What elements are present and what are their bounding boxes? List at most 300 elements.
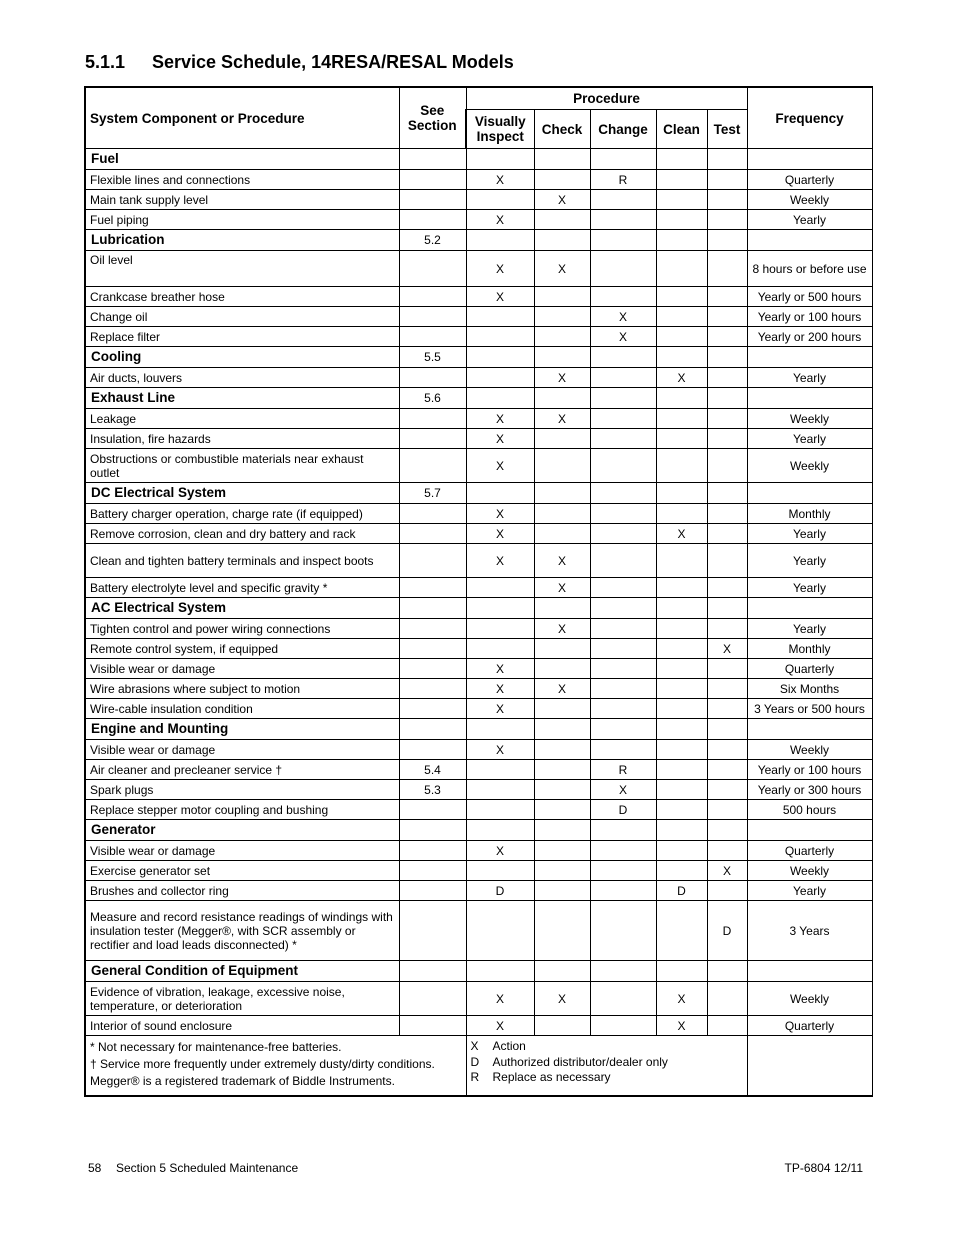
test-cell — [707, 307, 747, 327]
section-ref — [399, 679, 466, 699]
footnote-3: Megger® is a registered trademark of Biddle Instruments. — [90, 1074, 395, 1088]
item-label: Visible wear or damage — [85, 841, 399, 861]
notes-row — [85, 1036, 872, 1097]
change-cell — [590, 210, 656, 230]
section-ref — [399, 578, 466, 598]
inspect-cell — [466, 800, 534, 820]
frequency-cell: Weekly — [747, 740, 872, 760]
category-row — [85, 961, 872, 982]
check-cell — [534, 449, 590, 483]
inspect-cell: X — [466, 409, 534, 429]
item-label: Oil level — [85, 251, 399, 287]
category-name: DC Electrical System — [85, 483, 399, 504]
header-see-section: See Section — [399, 87, 466, 149]
frequency-cell: Monthly — [747, 639, 872, 659]
inspect-cell — [466, 578, 534, 598]
check-cell — [534, 800, 590, 820]
change-cell — [590, 861, 656, 881]
item-label: Visible wear or damage — [85, 740, 399, 760]
category-row — [85, 149, 872, 170]
item-label: Insulation, fire hazards — [85, 429, 399, 449]
schedule-body — [85, 149, 872, 1036]
change-cell — [590, 524, 656, 544]
table-row — [85, 982, 872, 1016]
empty-cell — [747, 483, 872, 504]
test-cell — [707, 429, 747, 449]
item-label: Replace stepper motor coupling and bushing — [85, 800, 399, 820]
clean-cell — [656, 841, 707, 861]
frequency-cell: 3 Years or 500 hours — [747, 699, 872, 719]
inspect-cell — [466, 901, 534, 961]
clean-cell — [656, 740, 707, 760]
category-row — [85, 230, 872, 251]
test-cell — [707, 760, 747, 780]
category-name: Fuel — [85, 149, 399, 170]
frequency-cell: Quarterly — [747, 1016, 872, 1036]
test-cell — [707, 659, 747, 679]
table-row — [85, 861, 872, 881]
clean-cell — [656, 901, 707, 961]
test-cell — [707, 504, 747, 524]
clean-cell — [656, 449, 707, 483]
frequency-cell: Yearly — [747, 210, 872, 230]
empty-cell — [590, 820, 656, 841]
change-cell — [590, 251, 656, 287]
empty-cell — [747, 820, 872, 841]
change-cell — [590, 449, 656, 483]
item-label: Fuel piping — [85, 210, 399, 230]
clean-cell — [656, 699, 707, 719]
table-row — [85, 659, 872, 679]
test-cell — [707, 287, 747, 307]
table-row — [85, 524, 872, 544]
footnotes — [85, 1036, 466, 1097]
empty-cell — [707, 598, 747, 619]
test-cell — [707, 800, 747, 820]
category-row — [85, 483, 872, 504]
header-change: Change — [590, 110, 656, 149]
test-cell — [707, 210, 747, 230]
empty-cell — [747, 719, 872, 740]
clean-cell: X — [656, 524, 707, 544]
clean-cell — [656, 544, 707, 578]
table-row — [85, 800, 872, 820]
frequency-cell: Quarterly — [747, 170, 872, 190]
check-cell — [534, 170, 590, 190]
test-cell — [707, 841, 747, 861]
footnote-2: † Service more frequently under extremely dusty/dirty conditions. — [90, 1057, 435, 1071]
clean-cell: X — [656, 368, 707, 388]
inspect-cell — [466, 760, 534, 780]
category-section-ref: 5.2 — [399, 230, 466, 251]
change-cell: R — [590, 170, 656, 190]
item-label: Remote control system, if equipped — [85, 639, 399, 659]
page-footer-left — [88, 1161, 298, 1175]
change-cell: R — [590, 760, 656, 780]
check-cell: X — [534, 251, 590, 287]
table-row — [85, 210, 872, 230]
change-cell — [590, 659, 656, 679]
section-ref — [399, 544, 466, 578]
check-cell — [534, 307, 590, 327]
category-name: AC Electrical System — [85, 598, 399, 619]
footnote-1: * Not necessary for maintenance-free batteries. — [90, 1040, 342, 1054]
empty-cell — [656, 347, 707, 368]
clean-cell — [656, 679, 707, 699]
item-label: Leakage — [85, 409, 399, 429]
frequency-cell: Quarterly — [747, 659, 872, 679]
empty-cell — [466, 149, 534, 170]
check-cell — [534, 639, 590, 659]
inspect-cell — [466, 619, 534, 639]
frequency-cell: Weekly — [747, 190, 872, 210]
inspect-cell: X — [466, 524, 534, 544]
inspect-cell — [466, 861, 534, 881]
inspect-cell: X — [466, 251, 534, 287]
item-label: Battery charger operation, charge rate (if equipped) — [85, 504, 399, 524]
check-cell — [534, 210, 590, 230]
inspect-cell — [466, 307, 534, 327]
frequency-cell: Yearly or 500 hours — [747, 287, 872, 307]
empty-cell — [590, 961, 656, 982]
empty-cell — [466, 719, 534, 740]
table-row — [85, 429, 872, 449]
test-cell — [707, 699, 747, 719]
change-cell — [590, 1016, 656, 1036]
category-name: Lubrication — [85, 230, 399, 251]
table-row — [85, 619, 872, 639]
item-label: Change oil — [85, 307, 399, 327]
check-cell: X — [534, 619, 590, 639]
empty-cell — [466, 388, 534, 409]
table-row — [85, 679, 872, 699]
table-row — [85, 449, 872, 483]
table-row — [85, 327, 872, 347]
section-ref — [399, 429, 466, 449]
footnote-list — [90, 1039, 462, 1090]
test-cell: X — [707, 639, 747, 659]
legend-item: D Authorized distributor/dealer only — [470, 1054, 668, 1069]
section-ref — [399, 901, 466, 961]
legend-item: X Action — [470, 1039, 526, 1053]
section-ref — [399, 639, 466, 659]
section-ref: 5.3 — [399, 780, 466, 800]
category-name: Exhaust Line — [85, 388, 399, 409]
clean-cell — [656, 409, 707, 429]
empty-cell — [590, 347, 656, 368]
clean-cell: X — [656, 1016, 707, 1036]
item-label: Flexible lines and connections — [85, 170, 399, 190]
check-cell — [534, 861, 590, 881]
change-cell — [590, 639, 656, 659]
empty-cell — [466, 820, 534, 841]
item-label: Evidence of vibration, leakage, excessive noise, temperature, or deterioration — [85, 982, 399, 1016]
item-label: Measure and record resistance readings of windings with insulation tester (Megger®, with SCR assembly or rectifier and load leads disconnected) * — [85, 901, 399, 961]
frequency-cell: Yearly or 100 hours — [747, 760, 872, 780]
empty-cell — [534, 961, 590, 982]
empty-cell — [534, 719, 590, 740]
check-cell: X — [534, 578, 590, 598]
empty-cell — [590, 719, 656, 740]
test-cell — [707, 619, 747, 639]
empty-cell — [707, 149, 747, 170]
header-system: System Component or Procedure — [85, 87, 399, 149]
inspect-cell: X — [466, 210, 534, 230]
table-row — [85, 578, 872, 598]
empty-cell — [534, 598, 590, 619]
item-label: Main tank supply level — [85, 190, 399, 210]
clean-cell — [656, 780, 707, 800]
clean-cell: X — [656, 982, 707, 1016]
category-row — [85, 719, 872, 740]
empty-cell — [656, 719, 707, 740]
test-cell — [707, 170, 747, 190]
change-cell — [590, 429, 656, 449]
section-ref — [399, 982, 466, 1016]
change-cell — [590, 699, 656, 719]
category-section-ref — [399, 149, 466, 170]
empty-cell — [590, 388, 656, 409]
check-cell — [534, 1016, 590, 1036]
section-ref — [399, 307, 466, 327]
section-title: Service Schedule, 14RESA/RESAL Models — [152, 52, 514, 72]
empty-cell — [590, 483, 656, 504]
test-cell — [707, 368, 747, 388]
category-section-ref — [399, 961, 466, 982]
section-ref — [399, 659, 466, 679]
change-cell — [590, 190, 656, 210]
section-ref — [399, 740, 466, 760]
test-cell — [707, 251, 747, 287]
frequency-cell: Yearly or 100 hours — [747, 307, 872, 327]
frequency-cell: Yearly or 200 hours — [747, 327, 872, 347]
change-cell — [590, 679, 656, 699]
section-ref: 5.4 — [399, 760, 466, 780]
clean-cell — [656, 578, 707, 598]
change-cell — [590, 544, 656, 578]
clean-cell — [656, 429, 707, 449]
category-section-ref — [399, 598, 466, 619]
clean-cell — [656, 190, 707, 210]
item-label: Wire abrasions where subject to motion — [85, 679, 399, 699]
category-name: Engine and Mounting — [85, 719, 399, 740]
item-label: Visible wear or damage — [85, 659, 399, 679]
page-title — [85, 52, 514, 73]
service-schedule-table — [84, 86, 873, 1097]
check-cell — [534, 760, 590, 780]
table-row — [85, 170, 872, 190]
empty-cell — [747, 230, 872, 251]
inspect-cell: X — [466, 982, 534, 1016]
section-ref — [399, 524, 466, 544]
category-name: General Condition of Equipment — [85, 961, 399, 982]
change-cell — [590, 901, 656, 961]
empty-cell — [656, 961, 707, 982]
clean-cell — [656, 170, 707, 190]
frequency-cell: Yearly — [747, 368, 872, 388]
empty-cell — [534, 820, 590, 841]
frequency-cell: Six Months — [747, 679, 872, 699]
inspect-cell: X — [466, 659, 534, 679]
empty-cell — [656, 230, 707, 251]
category-row — [85, 388, 872, 409]
clean-cell — [656, 287, 707, 307]
check-cell — [534, 287, 590, 307]
item-label: Remove corrosion, clean and dry battery and rack — [85, 524, 399, 544]
category-section-ref: 5.6 — [399, 388, 466, 409]
item-label: Crankcase breather hose — [85, 287, 399, 307]
item-label: Exercise generator set — [85, 861, 399, 881]
section-ref — [399, 881, 466, 901]
section-ref — [399, 841, 466, 861]
empty-cell — [707, 961, 747, 982]
test-cell — [707, 578, 747, 598]
item-label: Air cleaner and precleaner service † — [85, 760, 399, 780]
header-test: Test — [707, 110, 747, 149]
section-ref — [399, 619, 466, 639]
item-label: Tighten control and power wiring connections — [85, 619, 399, 639]
inspect-cell: X — [466, 740, 534, 760]
change-cell — [590, 740, 656, 760]
item-label: Air ducts, louvers — [85, 368, 399, 388]
change-cell — [590, 287, 656, 307]
inspect-cell: X — [466, 544, 534, 578]
table-row — [85, 740, 872, 760]
empty-cell — [466, 347, 534, 368]
clean-cell — [656, 619, 707, 639]
header-frequency: Frequency — [747, 87, 872, 149]
category-section-ref: 5.5 — [399, 347, 466, 368]
empty-cell — [656, 820, 707, 841]
change-cell — [590, 982, 656, 1016]
empty-cell — [590, 149, 656, 170]
empty-cell — [466, 961, 534, 982]
check-cell: X — [534, 544, 590, 578]
legend-item: R Replace as necessary — [470, 1070, 611, 1084]
item-label: Brushes and collector ring — [85, 881, 399, 901]
empty-cell — [534, 149, 590, 170]
check-cell: X — [534, 190, 590, 210]
inspect-cell — [466, 327, 534, 347]
empty-cell — [747, 347, 872, 368]
empty-cell — [534, 230, 590, 251]
test-cell — [707, 679, 747, 699]
section-ref — [399, 861, 466, 881]
category-section-ref — [399, 719, 466, 740]
check-cell: X — [534, 368, 590, 388]
frequency-cell: Monthly — [747, 504, 872, 524]
empty-cell — [656, 149, 707, 170]
empty-cell — [707, 388, 747, 409]
clean-cell — [656, 504, 707, 524]
check-cell — [534, 504, 590, 524]
test-cell — [707, 982, 747, 1016]
empty-cell — [656, 598, 707, 619]
frequency-cell: Weekly — [747, 409, 872, 429]
item-label: Obstructions or combustible materials near exhaust outlet — [85, 449, 399, 483]
frequency-cell: 8 hours or before use — [747, 251, 872, 287]
clean-cell — [656, 327, 707, 347]
category-row — [85, 347, 872, 368]
clean-cell — [656, 210, 707, 230]
change-cell — [590, 504, 656, 524]
inspect-cell: D — [466, 881, 534, 901]
frequency-cell: Yearly — [747, 619, 872, 639]
frequency-cell: Yearly or 300 hours — [747, 780, 872, 800]
section-ref — [399, 190, 466, 210]
clean-cell — [656, 307, 707, 327]
test-cell — [707, 449, 747, 483]
empty-cell — [747, 961, 872, 982]
table-row — [85, 780, 872, 800]
category-name: Cooling — [85, 347, 399, 368]
category-row — [85, 820, 872, 841]
test-cell: D — [707, 901, 747, 961]
section-ref — [399, 327, 466, 347]
section-ref — [399, 287, 466, 307]
inspect-cell — [466, 190, 534, 210]
table-row — [85, 699, 872, 719]
empty-cell — [656, 483, 707, 504]
category-section-ref: 5.7 — [399, 483, 466, 504]
check-cell — [534, 740, 590, 760]
section-ref — [399, 1016, 466, 1036]
empty-cell — [534, 483, 590, 504]
item-label: Battery electrolyte level and specific gravity * — [85, 578, 399, 598]
page-footer-doc: TP-6804 12/11 — [784, 1161, 863, 1175]
empty-cell — [747, 149, 872, 170]
header-clean: Clean — [656, 110, 707, 149]
change-cell — [590, 619, 656, 639]
empty-cell — [707, 347, 747, 368]
footer-section: Section 5 Scheduled Maintenance — [116, 1161, 299, 1175]
table-row — [85, 841, 872, 861]
empty-cell — [656, 388, 707, 409]
empty-cell — [747, 388, 872, 409]
notes-empty-cell — [747, 1036, 872, 1097]
change-cell — [590, 841, 656, 861]
category-row — [85, 598, 872, 619]
clean-cell: D — [656, 881, 707, 901]
empty-cell — [534, 388, 590, 409]
category-name: Generator — [85, 820, 399, 841]
frequency-cell: Yearly — [747, 881, 872, 901]
clean-cell — [656, 251, 707, 287]
test-cell — [707, 881, 747, 901]
item-label: Interior of sound enclosure — [85, 1016, 399, 1036]
empty-cell — [466, 598, 534, 619]
inspect-cell: X — [466, 699, 534, 719]
test-cell — [707, 740, 747, 760]
section-ref — [399, 251, 466, 287]
change-cell — [590, 368, 656, 388]
change-cell: D — [590, 800, 656, 820]
frequency-cell: Quarterly — [747, 841, 872, 861]
table-row — [85, 190, 872, 210]
table-row — [85, 881, 872, 901]
section-ref — [399, 800, 466, 820]
table-row — [85, 901, 872, 961]
inspect-cell: X — [466, 1016, 534, 1036]
change-cell: X — [590, 327, 656, 347]
header-visually-inspect: Visually Inspect — [466, 110, 534, 149]
table-row — [85, 1016, 872, 1036]
frequency-cell: Yearly — [747, 429, 872, 449]
frequency-cell: Yearly — [747, 524, 872, 544]
check-cell: X — [534, 679, 590, 699]
page-number: 58 — [88, 1161, 102, 1175]
inspect-cell: X — [466, 449, 534, 483]
